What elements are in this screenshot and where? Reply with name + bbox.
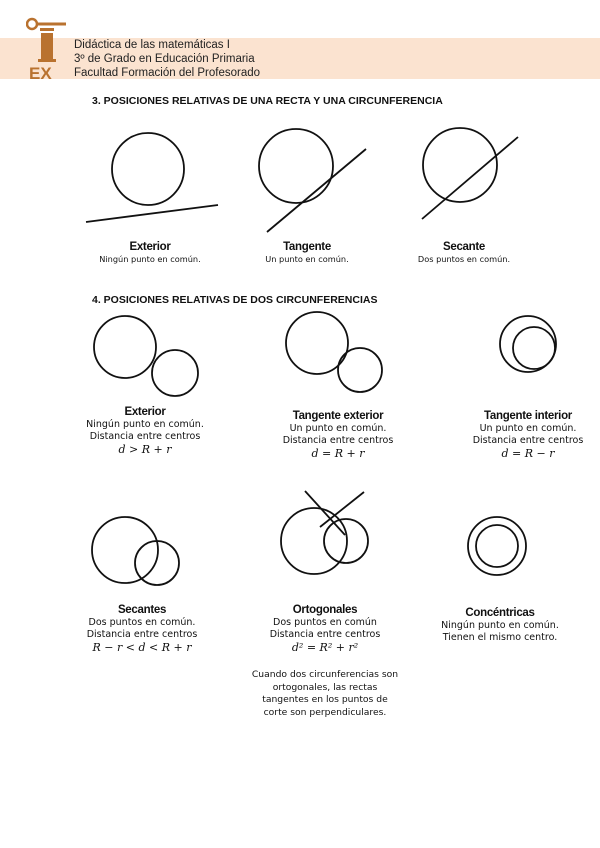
caption-desc: Dos puntos en común — [273, 617, 377, 628]
circles-concentric-figure — [468, 517, 526, 575]
caption-title: Secante — [442, 241, 485, 253]
caption-desc: Distancia entre centros — [86, 629, 198, 640]
caption-desc: Distancia entre centros — [89, 431, 201, 442]
caption-title: Exterior — [124, 406, 166, 418]
caption-desc: Ningún punto en común. — [99, 254, 201, 264]
caption-title: Secantes — [117, 604, 167, 616]
caption-circles-concentric — [420, 606, 580, 644]
caption-desc: Un punto en común. — [479, 423, 577, 434]
faculty-name: Facultad Formación del Profesorado — [74, 67, 261, 79]
caption-line-secant — [384, 240, 544, 264]
caption-title: Ortogonales — [292, 604, 358, 616]
course-grade: 3º de Grado en Educación Primaria — [74, 53, 255, 65]
circles-exterior-figure — [94, 316, 198, 396]
caption-desc: Distancia entre centros — [472, 435, 584, 446]
logo-text: EX — [29, 64, 52, 81]
caption-desc: Tienen el mismo centro. — [442, 632, 558, 643]
caption-circles-tangent-interior — [448, 409, 600, 461]
caption-desc: Distancia entre centros — [282, 435, 394, 446]
caption-formula: d² = R² + r² — [291, 641, 359, 654]
line-tangent-figure — [259, 129, 366, 232]
circles-tangent-exterior-figure — [286, 312, 382, 392]
orthogonal-note: Cuando dos circunferencias son ortogonales, las rectas tangentes en los puntos de corte son perpendiculares. — [251, 669, 399, 718]
line-secant-figure — [422, 128, 518, 219]
caption-desc: Ningún punto en común. — [441, 620, 559, 631]
caption-desc: Dos puntos en común. — [417, 254, 511, 264]
caption-title: Exterior — [129, 241, 171, 253]
section-4-title: 4. POSICIONES RELATIVAS DE DOS CIRCUNFERENCIAS — [92, 294, 378, 306]
caption-circles-exterior — [65, 405, 225, 457]
caption-formula: R − r < d < R + r — [92, 641, 192, 654]
caption-line-tangent — [227, 240, 387, 264]
caption-desc: Dos puntos en común. — [88, 617, 196, 628]
caption-circles-secant — [62, 603, 222, 655]
caption-circles-tangent-exterior — [258, 409, 418, 461]
caption-title: Tangente exterior — [292, 410, 384, 422]
caption-formula: d > R + r — [118, 443, 172, 456]
course-title: Didáctica de las matemáticas I — [74, 39, 230, 51]
caption-desc: Ningún punto en común. — [86, 419, 204, 430]
caption-formula: d = R − r — [501, 447, 555, 460]
circles-secant-figure — [92, 517, 179, 585]
caption-line-exterior — [70, 240, 230, 264]
caption-title: Concéntricas — [465, 607, 535, 619]
circles-tangent-interior-figure — [500, 316, 556, 372]
line-exterior-figure — [86, 133, 218, 222]
caption-circles-orthogonal — [245, 603, 405, 655]
caption-desc: Un punto en común. — [289, 423, 387, 434]
section-3-title: 3. POSICIONES RELATIVAS DE UNA RECTA Y UNA CIRCUNFERENCIA — [92, 95, 443, 107]
circles-orthogonal-figure — [281, 491, 368, 574]
caption-desc: Distancia entre centros — [269, 629, 381, 640]
caption-title: Tangente — [283, 241, 331, 253]
caption-title: Tangente interior — [484, 410, 572, 422]
caption-desc: Un punto en común. — [265, 254, 349, 264]
caption-formula: d = R + r — [311, 447, 365, 460]
